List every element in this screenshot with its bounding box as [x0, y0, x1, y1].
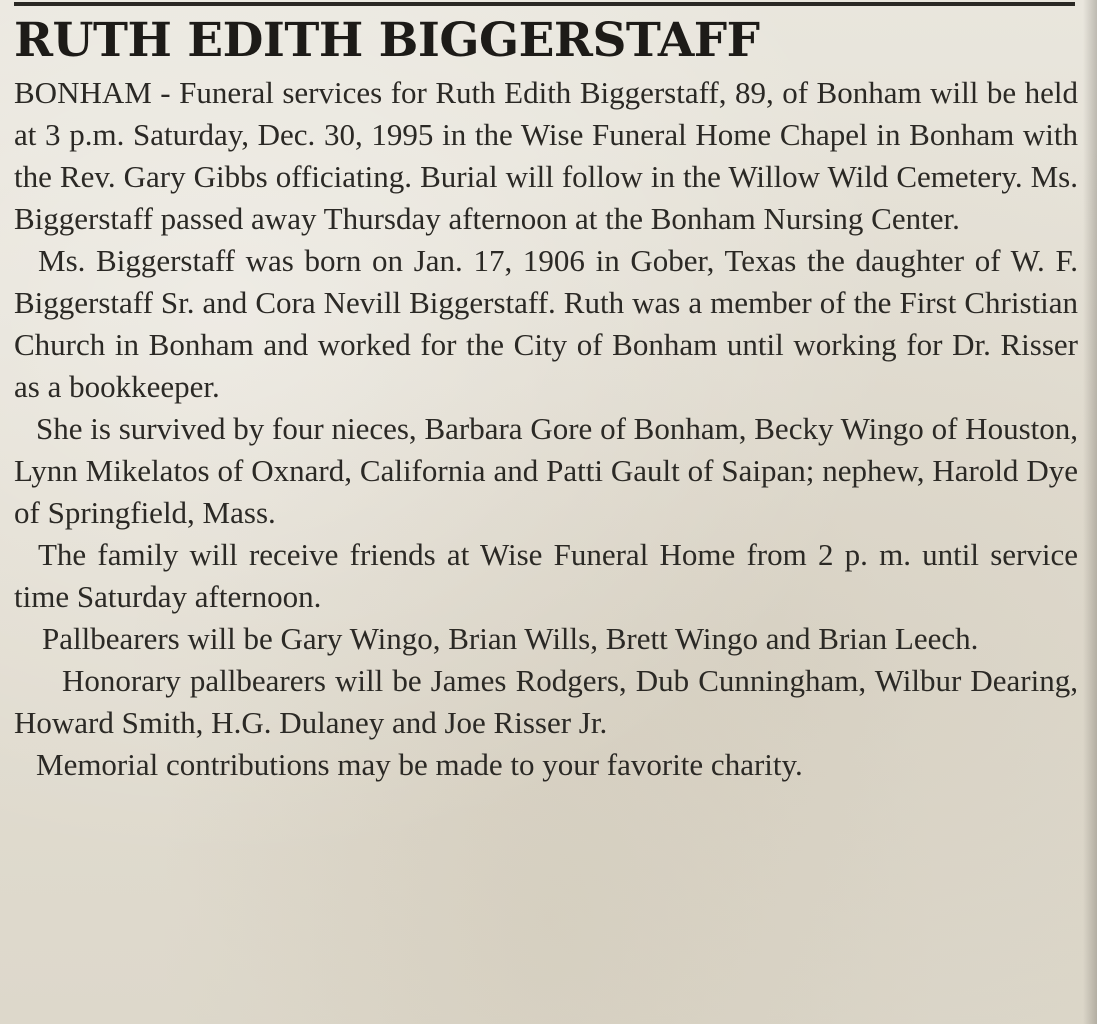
obituary-body — [14, 72, 1078, 786]
top-rule — [14, 2, 1075, 6]
paragraph-services: BONHAM - Funeral services for Ruth Edith Biggerstaff, 89, of Bonham will be held at 3 p.m. Saturday, Dec. 30, 1995 in the Wise Funeral Home Chapel in Bonham with the Rev. Gary Gibbs officiating. Burial will follow in the Willow Wild Cemetery. Ms. Biggerstaff passed away Thursday afternoon at the Bonham Nursing Center. — [14, 75, 1078, 236]
paragraph-honorary-pallbearers: Honorary pallbearers will be James Rodgers, Dub Cunningham, Wilbur Dearing, Howard Smith, H.G. Dulaney and Joe Risser Jr. — [14, 663, 1078, 740]
paragraph-memorials: Memorial contributions may be made to your favorite charity. — [36, 747, 803, 782]
paragraph-survivors: She is survived by four nieces, Barbara Gore of Bonham, Becky Wingo of Houston, Lynn Mikelatos of Oxnard, California and Patti Gault of Saipan; nephew, Harold Dye of Springfield, Mass. — [14, 411, 1078, 530]
paragraph-visitation: The family will receive friends at Wise Funeral Home from 2 p. m. until service time Saturday afternoon. — [14, 537, 1078, 614]
paragraph-pallbearers: Pallbearers will be Gary Wingo, Brian Wills, Brett Wingo and Brian Leech. — [42, 621, 979, 656]
obituary-headline: RUTH EDITH BIGGERSTAFF — [14, 13, 760, 68]
paragraph-biography: Ms. Biggerstaff was born on Jan. 17, 1906 in Gober, Texas the daughter of W. F. Biggerstaff Sr. and Cora Nevill Biggerstaff. Ruth was a member of the First Christian Church in Bonham and worked for the City of Bonham until working for Dr. Risser as a bookkeeper. — [14, 243, 1078, 404]
paper-edge — [1083, 0, 1097, 1024]
